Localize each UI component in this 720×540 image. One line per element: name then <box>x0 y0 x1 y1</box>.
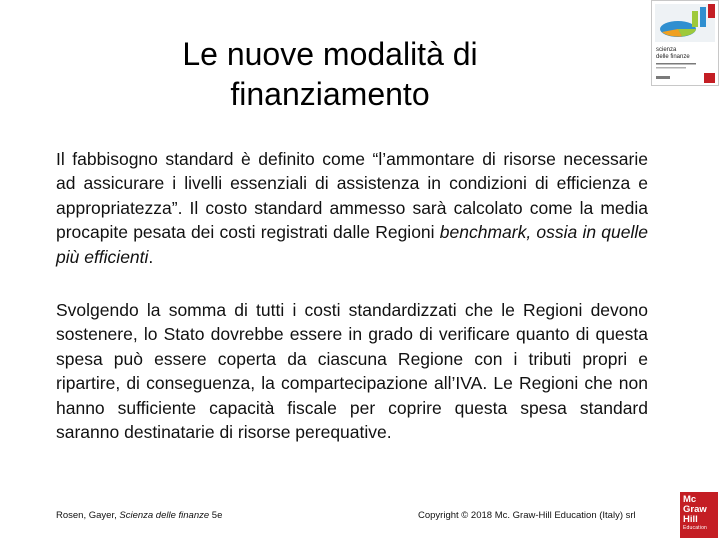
book-cover-art <box>652 1 718 85</box>
paragraph-1-italic: benchmark, ossia in quelle più efficienti <box>56 222 649 267</box>
logo-line-1: Mc <box>683 494 697 505</box>
book-cover-thumbnail <box>651 0 719 86</box>
logo-line-4: Education <box>683 525 708 531</box>
mcgraw-hill-logo <box>680 492 718 538</box>
paragraph-1 <box>56 147 648 269</box>
footer-book-title: Scienza delle finanze <box>119 510 210 521</box>
paragraph-2: Svolgendo la somma di tutti i costi standardizzati che le Regioni devono sostenere, lo Stato dovrebbe essere in grado di verificare quanto di questa spesa può essere coperta da ciascuna Regione con i tributi propri e ripartire, di conseguenza, la compartecipazione all’IVA. Le Regioni che non hanno sufficiente capacità fiscale per coprire questa spesa standard saranno destinatarie di risorse perequative. <box>56 300 648 443</box>
footer-authors: Rosen, Gayer, <box>56 510 120 521</box>
book-cover-title-2: delle finanze <box>656 54 690 60</box>
footer-edition: 5e <box>209 510 223 521</box>
book-cover-title-1: scienza <box>656 47 677 53</box>
paragraph-1-text: Il fabbisogno standard è definito come “l’ammontare di risorse necessarie ad assicurare i livelli essenziali di assistenza in condizioni di efficienza e appropriatezza”. Il costo standard ammesso sarà calcolato come la media procapite pesata dei costi registrati dalle Regioni <box>56 149 648 243</box>
logo-line-3: Hill <box>683 514 698 525</box>
paragraph-1-end: . <box>148 246 154 267</box>
slide-title: Le nuove modalità di finanziamento <box>182 36 478 112</box>
footer-copyright: Copyright © 2018 Mc. Graw-Hill Education (Italy) srl <box>418 510 636 521</box>
logo-line-2: Graw <box>683 504 707 515</box>
footer-citation <box>56 510 222 521</box>
